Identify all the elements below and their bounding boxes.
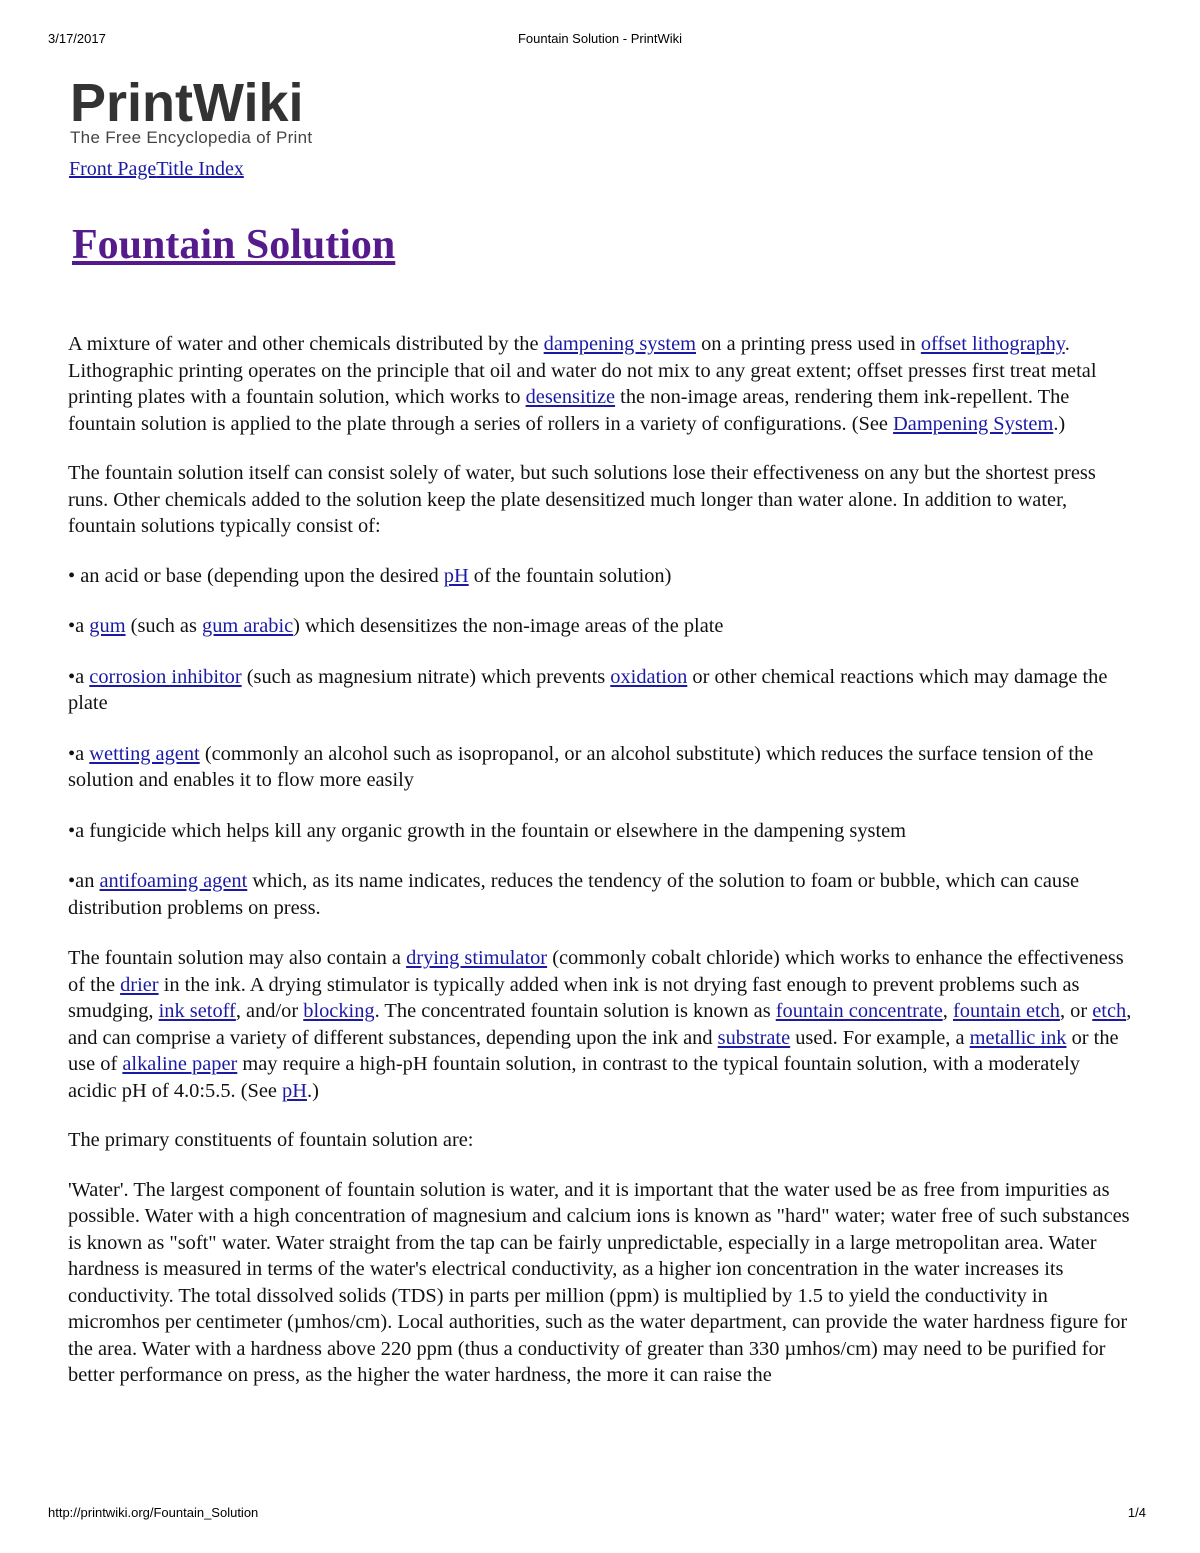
link-gum[interactable]: gum — [89, 615, 126, 637]
text: The fountain solution may also contain a — [68, 947, 407, 969]
text: •an — [68, 870, 100, 892]
link-drier[interactable]: drier — [120, 973, 159, 996]
text: ) which desensitizes the non-image areas of the plate — [293, 615, 724, 637]
article-body — [68, 331, 1133, 1412]
list-item-fungicide: •a fungicide which helps kill any organic growth in the fountain or elsewhere in the dampening system — [68, 819, 907, 842]
text: , and can comprise a variety of different substances, depending upon the ink and — [68, 1000, 1132, 1049]
list-item-acid-base — [68, 563, 1133, 590]
text: •a — [68, 665, 90, 688]
link-ph[interactable]: pH — [443, 564, 469, 587]
link-offset-lithography[interactable]: offset lithography — [920, 333, 1065, 355]
link-ph-see[interactable]: pH — [282, 1079, 307, 1102]
intro-paragraph — [68, 331, 1133, 437]
list-item-antifoaming-agent — [68, 868, 1133, 921]
water-paragraph: 'Water'. The largest component of fountain solution is water, and it is important that the water used be as free from impurities as possible. Water with a high concentration of magnesium and calcium ions is known as "hard" water; water free of such substances is known as "soft" water. Water straight from the tap can be fairly unpredictable, especially in a large metropolitan area. Water hardness is measured in terms of the water's electrical conductivity, as a higher ion concentration in the water increases its conductivity. The total dissolved solids (TDS) in parts per million (ppm) is multiplied by 1.5 to yield the conductivity in micromhos per centimeter (µmhos/cm). Local authorities, such as the water department, can provide the water hardness figure for the area. Water with a hardness above 220 ppm (thus a conductivity of greater than 330 µmhos/cm) may need to be purified for better performance on press, as the higher the water hardness, the more it can raise the — [68, 1178, 1130, 1386]
text: A mixture of water and other chemicals distributed by the — [68, 333, 544, 355]
page-title[interactable]: Fountain Solution — [72, 222, 396, 268]
constituents-paragraph: The primary constituents of fountain solution are: — [68, 1129, 474, 1151]
link-ink-setoff[interactable]: ink setoff — [158, 1000, 236, 1022]
text: used. For example, a — [790, 1026, 970, 1049]
logo-tagline: The Free Encyclopedia of Print — [70, 128, 313, 147]
text: (such as — [125, 615, 203, 637]
text: the non-image areas, rendering them ink-repellent. The fountain solution is applied to the plate through a series of rollers in a variety of configurations. (See — [68, 386, 1070, 435]
link-oxidation[interactable]: oxidation — [610, 665, 688, 688]
text: (commonly an alcohol such as isopropanol, or an alcohol substitute) which reduces the surface tension of the solution and enables it to flow more easily — [68, 742, 1094, 791]
nav-title-index-link[interactable]: Title Index — [156, 158, 244, 180]
text: (commonly cobalt chloride) which works to enhance the effectiveness of the — [68, 947, 1124, 996]
link-dampening-system-see[interactable]: Dampening System — [893, 412, 1054, 435]
print-footer-page-number: 1/4 — [1127, 1505, 1146, 1520]
link-fountain-concentrate[interactable]: fountain concentrate — [775, 1000, 943, 1022]
text: may require a high-pH fountain solution, in contrast to the typical fountain solution, with a moderately acidic pH of 4.0:5.5. (See — [68, 1053, 1080, 1102]
text: , or — [1059, 1000, 1093, 1022]
text: or other chemical reactions which may damage the plate — [68, 665, 1108, 714]
link-desensitize[interactable]: desensitize — [525, 386, 616, 408]
composition-paragraph: The fountain solution itself can consist solely of water, but such solutions lose their effectiveness on any but the shortest press runs. Other chemicals added to the solution keep the plate desensitized much longer than water alone. In addition to water, fountain solutions typically consist of: — [68, 462, 1096, 537]
text: • an acid or base (depending upon the desired — [68, 564, 444, 587]
link-wetting-agent[interactable]: wetting agent — [89, 742, 200, 765]
drying-stimulator-paragraph — [68, 945, 1133, 1104]
text: on a printing press used in — [696, 333, 921, 355]
text: .) — [306, 1079, 319, 1102]
link-substrate[interactable]: substrate — [717, 1026, 791, 1049]
text: . The concentrated fountain solution is known as — [374, 1000, 776, 1022]
link-blocking[interactable]: blocking — [303, 1000, 375, 1022]
print-footer-url: http://printwiki.org/Fountain_Solution — [48, 1505, 259, 1520]
link-drying-stimulator[interactable]: drying stimulator — [406, 947, 548, 969]
text: , — [942, 1000, 953, 1022]
text: (such as magnesium nitrate) which prevents — [241, 665, 611, 688]
printwiki-logo[interactable] — [70, 74, 312, 148]
text: . Lithographic printing operates on the principle that oil and water do not mix to any great extent; offset presses first treat metal printing plates with a fountain solution, which works to — [68, 333, 1097, 408]
text: •a — [68, 742, 90, 765]
link-alkaline-paper[interactable]: alkaline paper — [122, 1053, 238, 1075]
text: of the fountain solution) — [468, 564, 672, 587]
text: in the ink. A drying stimulator is typically added when ink is not drying fast enough to prevent problems such as smudging, — [68, 973, 1080, 1022]
text: which, as its name indicates, reduces the tendency of the solution to foam or bubble, which can cause distribution problems on press. — [68, 870, 1080, 919]
top-nav — [69, 158, 244, 181]
link-corrosion-inhibitor[interactable]: corrosion inhibitor — [89, 665, 242, 688]
link-fountain-etch[interactable]: fountain etch — [952, 1000, 1060, 1022]
list-item-gum — [68, 613, 1133, 640]
print-header-title: Fountain Solution - PrintWiki — [517, 31, 682, 46]
text: .) — [1053, 412, 1066, 435]
link-antifoaming-agent[interactable]: antifoaming agent — [99, 870, 248, 892]
link-etch[interactable]: etch — [1092, 1000, 1127, 1022]
link-dampening-system[interactable]: dampening system — [543, 333, 696, 355]
text: , and/or — [235, 1000, 304, 1022]
logo-wordmark: PrintWiki — [70, 73, 304, 133]
link-gum-arabic[interactable]: gum arabic — [202, 615, 294, 637]
list-item-wetting-agent — [68, 741, 1133, 794]
print-header-date: 3/17/2017 — [48, 31, 106, 46]
list-item-corrosion-inhibitor — [68, 664, 1133, 717]
text: •a — [68, 615, 90, 637]
nav-front-page-link[interactable]: Front Page — [69, 158, 157, 180]
text: or the use of — [68, 1026, 1119, 1075]
link-metallic-ink[interactable]: metallic ink — [969, 1026, 1067, 1049]
